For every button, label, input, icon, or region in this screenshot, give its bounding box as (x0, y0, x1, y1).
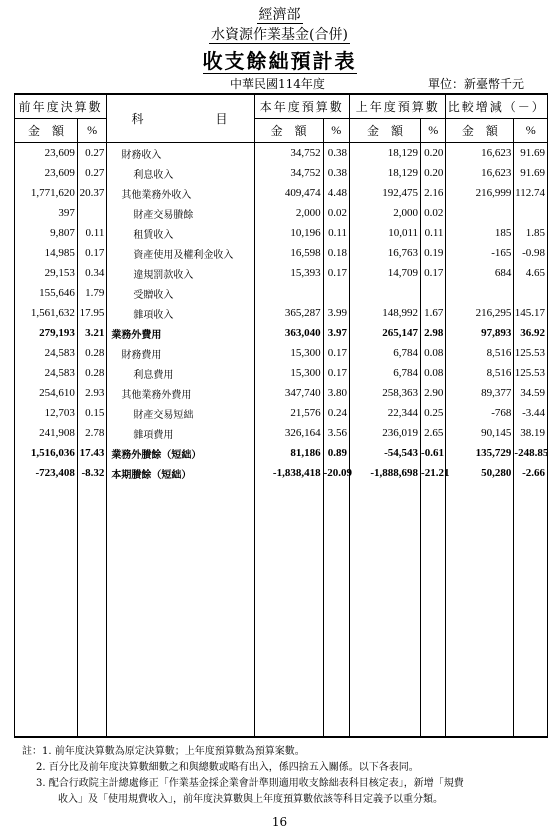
prior-pct: 0.27 (77, 143, 106, 164)
prior-amount: 23,609 (15, 163, 78, 183)
table-row (15, 203, 548, 223)
last-pct: 1.67 (421, 303, 446, 323)
current-pct: 0.02 (323, 203, 349, 223)
prior-amount: 1,516,036 (15, 443, 78, 463)
prior-amount: 24,583 (15, 343, 78, 363)
notes-label: 註： (22, 746, 42, 757)
current-pct (323, 283, 349, 303)
diff-amount: 90,145 (446, 423, 514, 443)
table-row (15, 323, 548, 343)
prior-amount: 1,561,632 (15, 303, 78, 323)
diff-amount: 97,893 (446, 323, 514, 343)
prior-pct: 0.11 (77, 223, 106, 243)
last-amount: 192,475 (349, 183, 420, 203)
prior-amount: -723,408 (15, 463, 78, 483)
last-amount: 265,147 (349, 323, 420, 343)
table-row (15, 403, 548, 423)
last-amount: 258,363 (349, 383, 420, 403)
prior-pct: 1.79 (77, 283, 106, 303)
header-item: 科 目 (107, 94, 254, 143)
prior-pct: 17.43 (77, 443, 106, 463)
table-row (15, 343, 548, 363)
diff-pct: -248.85 (514, 443, 548, 463)
last-amount: -54,543 (349, 443, 420, 463)
current-pct: 0.38 (323, 143, 349, 164)
last-pct: 0.20 (421, 143, 446, 164)
prior-pct: 17.95 (77, 303, 106, 323)
last-amount: 6,784 (349, 363, 420, 383)
note-1: 1. 前年度決算數為原定決算數；上年度預算數為預算案數。 (42, 746, 305, 757)
item-name: 財產交易短絀 (107, 403, 254, 423)
prior-pct: 3.21 (77, 323, 106, 343)
current-amount: 10,196 (254, 223, 323, 243)
diff-pct: 125.53 (514, 343, 548, 363)
prior-pct: 0.28 (77, 343, 106, 363)
item-name: 業務外費用 (107, 323, 254, 343)
diff-pct: 91.69 (514, 143, 548, 164)
empty-cell (421, 483, 446, 737)
header-current-year: 本年度預算數 (254, 94, 349, 119)
last-amount: 10,011 (349, 223, 420, 243)
current-amount: 81,186 (254, 443, 323, 463)
table-row (15, 283, 548, 303)
current-amount (254, 283, 323, 303)
diff-amount: 8,516 (446, 363, 514, 383)
diff-amount: 8,516 (446, 343, 514, 363)
table-row (15, 163, 548, 183)
table-row (15, 463, 548, 483)
item-name: 財產交易賸餘 (107, 203, 254, 223)
header-pct: % (421, 119, 446, 143)
diff-amount: 50,280 (446, 463, 514, 483)
last-pct: 2.98 (421, 323, 446, 343)
prior-pct: 2.93 (77, 383, 106, 403)
last-pct: 0.17 (421, 263, 446, 283)
diff-pct: -2.66 (514, 463, 548, 483)
table-row (15, 143, 548, 164)
last-pct: 0.08 (421, 343, 446, 363)
prior-amount: 29,153 (15, 263, 78, 283)
last-amount: 236,019 (349, 423, 420, 443)
prior-amount: 9,807 (15, 223, 78, 243)
item-name: 雜項收入 (107, 303, 254, 323)
prior-amount: 12,703 (15, 403, 78, 423)
diff-pct: 112.74 (514, 183, 548, 203)
table-filler (15, 483, 548, 737)
prior-pct: 2.78 (77, 423, 106, 443)
header-last-year: 上年度預算數 (349, 94, 445, 119)
empty-cell (107, 483, 254, 737)
current-amount: 409,474 (254, 183, 323, 203)
prior-amount: 14,985 (15, 243, 78, 263)
prior-pct: 0.17 (77, 243, 106, 263)
diff-pct: -0.98 (514, 243, 548, 263)
diff-pct: 91.69 (514, 163, 548, 183)
current-amount: 2,000 (254, 203, 323, 223)
current-amount: 34,752 (254, 163, 323, 183)
current-pct: -20.09 (323, 463, 349, 483)
income-statement-table (14, 93, 548, 738)
table-row (15, 263, 548, 283)
diff-amount: 185 (446, 223, 514, 243)
diff-amount (446, 283, 514, 303)
header-amount: 金 額 (446, 119, 514, 143)
item-name: 違規罰款收入 (107, 263, 254, 283)
header-amount: 金 額 (254, 119, 323, 143)
item-name: 利息收入 (107, 163, 254, 183)
empty-cell (323, 483, 349, 737)
table-row (15, 183, 548, 203)
last-amount: 22,344 (349, 403, 420, 423)
empty-cell (514, 483, 548, 737)
last-pct: -0.61 (421, 443, 446, 463)
last-pct: 2.16 (421, 183, 446, 203)
diff-pct (514, 203, 548, 223)
current-pct: 0.17 (323, 263, 349, 283)
diff-pct: 125.53 (514, 363, 548, 383)
last-pct: 2.90 (421, 383, 446, 403)
table-row (15, 243, 548, 263)
current-pct: 3.80 (323, 383, 349, 403)
item-name: 受贈收入 (107, 283, 254, 303)
header-prior-year: 前年度決算數 (15, 94, 107, 119)
last-pct (421, 283, 446, 303)
item-name: 租賃收入 (107, 223, 254, 243)
last-amount (349, 283, 420, 303)
header-pct: % (323, 119, 349, 143)
prior-amount: 155,646 (15, 283, 78, 303)
current-amount: 365,287 (254, 303, 323, 323)
page-number: 16 (271, 815, 288, 829)
last-pct: 0.08 (421, 363, 446, 383)
current-pct: 3.97 (323, 323, 349, 343)
current-amount: 34,752 (254, 143, 323, 164)
item-name: 財務費用 (107, 343, 254, 363)
item-name: 財務收入 (107, 143, 254, 164)
prior-amount: 279,193 (15, 323, 78, 343)
current-amount: 15,300 (254, 343, 323, 363)
prior-pct: 20.37 (77, 183, 106, 203)
table-row (15, 443, 548, 463)
table-row (15, 383, 548, 403)
prior-amount: 254,610 (15, 383, 78, 403)
current-amount: 16,598 (254, 243, 323, 263)
table-row (15, 303, 548, 323)
table-row (15, 423, 548, 443)
note-2: 2. 百分比及前年度決算數細數之和與總數或略有出入，係四捨五入關係。以下各表同。 (36, 762, 419, 773)
last-pct: 0.02 (421, 203, 446, 223)
current-pct: 0.24 (323, 403, 349, 423)
last-amount: 6,784 (349, 343, 420, 363)
prior-pct: 0.27 (77, 163, 106, 183)
fund-name: 水資源作業基金(合併) (211, 27, 348, 43)
current-pct: 0.11 (323, 223, 349, 243)
last-amount: 16,763 (349, 243, 420, 263)
last-amount: 148,992 (349, 303, 420, 323)
current-pct: 0.18 (323, 243, 349, 263)
diff-amount: 216,999 (446, 183, 514, 203)
current-amount: 15,300 (254, 363, 323, 383)
empty-cell (349, 483, 420, 737)
last-pct: 0.11 (421, 223, 446, 243)
empty-cell (77, 483, 106, 737)
item-name: 其他業務外收入 (107, 183, 254, 203)
last-pct: -21.21 (421, 463, 446, 483)
current-pct: 0.17 (323, 343, 349, 363)
page-title: 收支餘絀預計表 (202, 49, 357, 73)
fiscal-year: 中華民國114年度 (230, 77, 325, 91)
current-pct: 0.17 (323, 363, 349, 383)
last-pct: 0.25 (421, 403, 446, 423)
header-pct: % (77, 119, 106, 143)
last-pct: 2.65 (421, 423, 446, 443)
note-3a: 3. 配合行政院主計總處修正「作業基金採企業會計準則適用收支餘絀表科目核定表」，新增「規費 (36, 778, 464, 789)
current-amount: 21,576 (254, 403, 323, 423)
current-amount: 326,164 (254, 423, 323, 443)
item-name: 業務外賸餘（短絀） (107, 443, 254, 463)
diff-amount: 16,623 (446, 143, 514, 164)
diff-pct: 38.19 (514, 423, 548, 443)
diff-pct: 34.59 (514, 383, 548, 403)
last-pct: 0.20 (421, 163, 446, 183)
header-amount: 金 額 (15, 119, 78, 143)
diff-amount (446, 203, 514, 223)
diff-amount: 684 (446, 263, 514, 283)
diff-pct (514, 283, 548, 303)
prior-pct: 0.34 (77, 263, 106, 283)
item-name: 資產使用及權利金收入 (107, 243, 254, 263)
item-name: 本期賸餘（短絀） (107, 463, 254, 483)
diff-amount: 216,295 (446, 303, 514, 323)
currency-unit: 單位：新臺幣千元 (428, 77, 525, 91)
table-row (15, 223, 548, 243)
footnotes (22, 744, 547, 808)
current-amount: -1,838,418 (254, 463, 323, 483)
table-row (15, 363, 548, 383)
prior-pct: -8.32 (77, 463, 106, 483)
item-name: 雜項費用 (107, 423, 254, 443)
header-pct: % (514, 119, 548, 143)
header-amount: 金 額 (349, 119, 420, 143)
prior-amount: 1,771,620 (15, 183, 78, 203)
empty-cell (446, 483, 514, 737)
last-amount: 18,129 (349, 163, 420, 183)
diff-amount: 16,623 (446, 163, 514, 183)
ministry-name: 經濟部 (258, 7, 301, 23)
current-amount: 363,040 (254, 323, 323, 343)
item-name: 利息費用 (107, 363, 254, 383)
diff-amount: 135,729 (446, 443, 514, 463)
diff-pct: -3.44 (514, 403, 548, 423)
current-pct: 0.38 (323, 163, 349, 183)
last-amount: 18,129 (349, 143, 420, 164)
header-difference: 比較增減（－） (446, 94, 548, 119)
current-pct: 3.56 (323, 423, 349, 443)
current-amount: 347,740 (254, 383, 323, 403)
last-amount: 14,709 (349, 263, 420, 283)
current-amount: 15,393 (254, 263, 323, 283)
prior-amount: 24,583 (15, 363, 78, 383)
prior-amount: 241,908 (15, 423, 78, 443)
current-pct: 3.99 (323, 303, 349, 323)
last-amount: -1,888,698 (349, 463, 420, 483)
diff-pct: 1.85 (514, 223, 548, 243)
prior-pct (77, 203, 106, 223)
diff-pct: 36.92 (514, 323, 548, 343)
last-pct: 0.19 (421, 243, 446, 263)
diff-amount: -768 (446, 403, 514, 423)
empty-cell (254, 483, 323, 737)
current-pct: 4.48 (323, 183, 349, 203)
item-name: 其他業務外費用 (107, 383, 254, 403)
diff-pct: 145.17 (514, 303, 548, 323)
prior-pct: 0.15 (77, 403, 106, 423)
last-amount: 2,000 (349, 203, 420, 223)
note-3b: 收入」及「使用規費收入」，前年度決算數與上年度預算數依該等科目定義予以重分類。 (58, 794, 443, 805)
diff-pct: 4.65 (514, 263, 548, 283)
empty-cell (15, 483, 78, 737)
prior-amount: 23,609 (15, 143, 78, 164)
diff-amount: -165 (446, 243, 514, 263)
diff-amount: 89,377 (446, 383, 514, 403)
prior-amount: 397 (15, 203, 78, 223)
current-pct: 0.89 (323, 443, 349, 463)
prior-pct: 0.28 (77, 363, 106, 383)
